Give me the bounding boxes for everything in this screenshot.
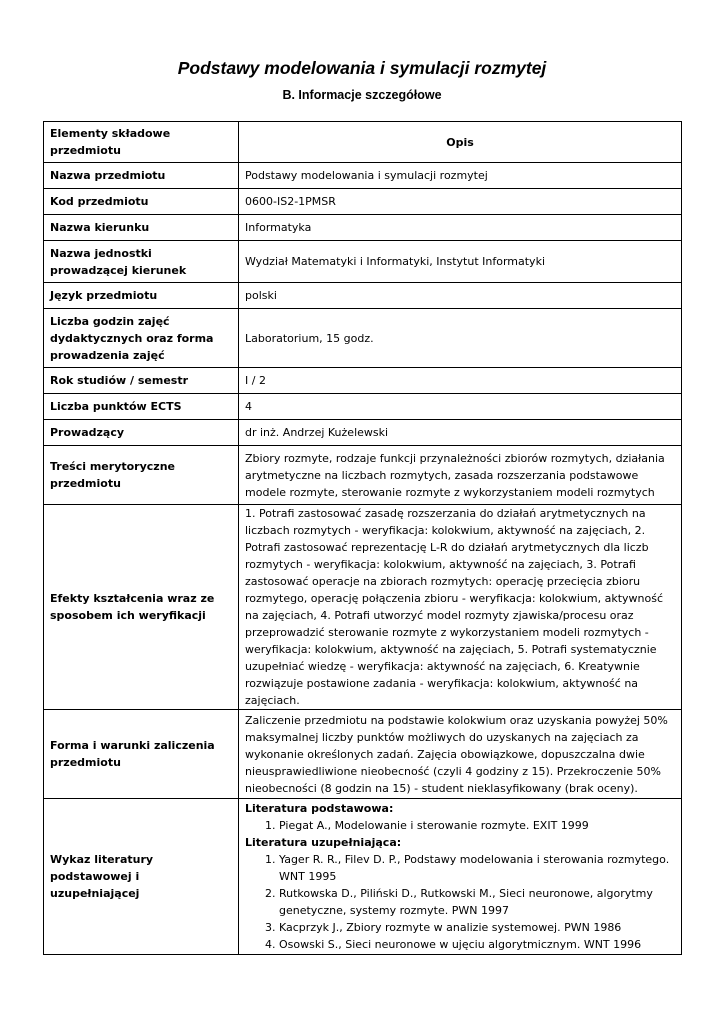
table-row <box>44 368 682 394</box>
list-item: 4. Osowski S., Sieci neuronowe w ujęciu algorytmicznym. WNT 1996 <box>279 936 675 953</box>
row-value: Zaliczenie przedmiotu na podstawie kolokwium oraz uzyskania powyżej 50% maksymalnej liczby punktów możliwych do uzyskanych na zajęciach za wykonanie określonych zadań. Zajęcia obowiązkowe, dopuszczalna dwie nieusprawiedliwione nieobecność (czyli 4 godziny z 15). Przekroczenie 50% nieobecności (8 godzin na 15) - student nieklasyfikowany (brak oceny). <box>239 710 682 799</box>
row-value: polski <box>239 283 682 309</box>
row-label: Nazwa przedmiotu <box>44 163 239 189</box>
row-label: Liczba godzin zajęć dydaktycznych oraz forma prowadzenia zajęć <box>44 309 239 368</box>
table-row <box>44 163 682 189</box>
row-label: Prowadzący <box>44 420 239 446</box>
table-row <box>44 710 682 799</box>
row-value: dr inż. Andrzej Kużelewski <box>239 420 682 446</box>
table-header-row <box>44 122 682 163</box>
row-label: Kod przedmiotu <box>44 189 239 215</box>
row-value: Laboratorium, 15 godz. <box>239 309 682 368</box>
row-label: Nazwa kierunku <box>44 215 239 241</box>
table-row <box>44 446 682 505</box>
header-label-cell: Elementy składowe przedmiotu <box>44 122 239 163</box>
row-label: Język przedmiotu <box>44 283 239 309</box>
row-value: Wydział Matematyki i Informatyki, Instytut Informatyki <box>239 241 682 283</box>
header-value-cell: Opis <box>239 122 682 163</box>
list-item: 1. Piegat A., Modelowanie i sterowanie rozmyte. EXIT 1999 <box>279 817 675 834</box>
table-row <box>44 215 682 241</box>
document-title: Podstawy modelowania i symulacji rozmytej <box>177 58 547 78</box>
supplementary-literature-list <box>245 851 675 953</box>
list-item: 2. Rutkowska D., Piliński D., Rutkowski M., Sieci neuronowe, algorytmy genetyczne, systemy rozmyte. PWN 1997 <box>279 885 675 919</box>
row-value: Podstawy modelowania i symulacji rozmytej <box>239 163 682 189</box>
literature-label: Wykaz literatury podstawowej i uzupełniającej <box>44 799 239 955</box>
row-label: Nazwa jednostki prowadzącej kierunek <box>44 241 239 283</box>
table-row <box>44 189 682 215</box>
row-label: Efekty kształcenia wraz ze sposobem ich weryfikacji <box>44 505 239 710</box>
row-value: I / 2 <box>239 368 682 394</box>
row-value: 0600-IS2-1PMSR <box>239 189 682 215</box>
table-row <box>44 309 682 368</box>
supplementary-literature-heading: Literatura uzupełniająca: <box>245 836 402 849</box>
table-row <box>44 283 682 309</box>
table-row <box>44 420 682 446</box>
row-value: Informatyka <box>239 215 682 241</box>
row-label: Forma i warunki zaliczenia przedmiotu <box>44 710 239 799</box>
table-row <box>44 241 682 283</box>
table-row <box>44 394 682 420</box>
row-label: Treści merytoryczne przedmiotu <box>44 446 239 505</box>
literature-cell <box>239 799 682 955</box>
row-label: Rok studiów / semestr <box>44 368 239 394</box>
basic-literature-list <box>245 817 675 834</box>
list-item: 3. Kacprzyk J., Zbiory rozmyte w analizie systemowej. PWN 1986 <box>279 919 675 936</box>
row-value: 4 <box>239 394 682 420</box>
row-value: 1. Potrafi zastosować zasadę rozszerzania do działań arytmetycznych na liczbach rozmytych - weryfikacja: kolokwium, aktywność na zajęciach, 2. Potrafi zastosować reprezentację L-R do działań arytmetycznych dla liczb rozmytych - weryfikacja: kolokwium, aktywność na zajęciach, 3. Potrafi zastosować operacje na zbiorach rozmytych: operację przecięcia zbioru rozmytego, operację połączenia zbioru - weryfikacja: kolokwium, aktywność na zajęciach, 4. Potrafi utworzyć model rozmyty zjawiska/procesu oraz przeprowadzić sterowanie rozmyte z wykorzystaniem modeli rozmytych - weryfikacja: kolokwium, aktywność na zajęciach, 5. Potrafi systematycznie uzupełniać wiedzę - weryfikacja: aktywność na zajęciach, 6. Kreatywnie rozwiązuje postawione zadania - weryfikacja: kolokwium, aktywność na zajęciach. <box>239 505 682 710</box>
course-info-table <box>43 121 682 955</box>
row-label: Liczba punktów ECTS <box>44 394 239 420</box>
row-value: Zbiory rozmyte, rodzaje funkcji przynależności zbiorów rozmytych, działania arytmetyczne na liczbach rozmytych, zasada rozszerzania podstawowe modele rozmyte, sterowanie rozmyte z wykorzystaniem modeli rozmytych <box>239 446 682 505</box>
section-subtitle: B. Informacje szczegółowe <box>282 88 442 102</box>
list-item: 1. Yager R. R., Filev D. P., Podstawy modelowania i sterowania rozmytego. WNT 1995 <box>279 851 675 885</box>
basic-literature-heading: Literatura podstawowa: <box>245 802 394 815</box>
table-row <box>44 505 682 710</box>
literature-row <box>44 799 682 955</box>
